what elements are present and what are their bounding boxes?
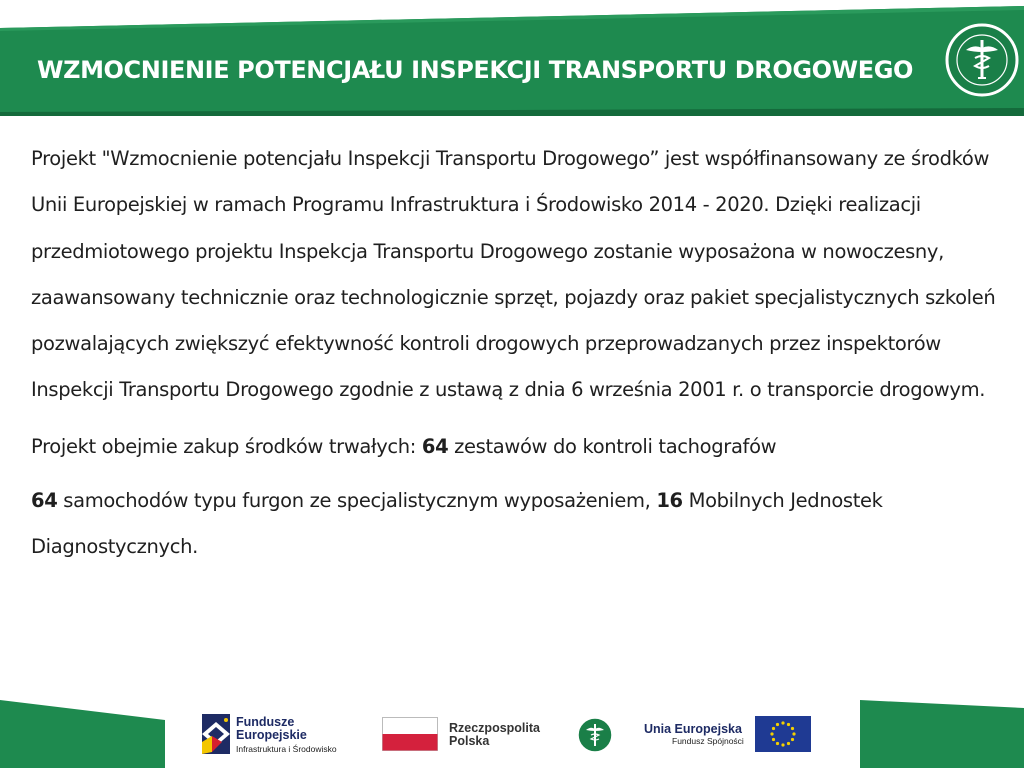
rp-line1: Rzeczpospolita — [449, 721, 540, 735]
tachograph-count: 64 — [421, 434, 449, 458]
van-count: 64 — [31, 488, 58, 512]
itd-emblem-small-icon — [576, 716, 614, 754]
ue-line2: Fundusz Spójności — [672, 736, 744, 746]
unia-europejska-label — [644, 722, 744, 746]
content-body — [31, 136, 996, 570]
van-text: samochodów typu furgon ze specjalistycznym wyposażeniem, — [57, 488, 657, 512]
intro-paragraph: Projekt "Wzmocnienie potencjału Inspekcji Transportu Drogowego” jest współfinansowany ze środków Unii Europejskiej w ramach Programu Infrastruktura i Środowisko 2014 - 2020. Dzięki realizacji przedmiotowego projektu Inspekcja Transportu Drogowego zostanie wyposażona w nowoczesny, zaawansowany technicznie oraz technologicznie sprzęt, pojazdy oraz pakiet specjalistycznych szkoleń pozwalających zwiększyć efektywność kontroli drogowych przeprowadzanych przez inspektorów Inspekcji Transportu Drogowego zgodnie z ustawą z dnia 6 września 2001 r. o transporcie drogowym. — [31, 147, 996, 402]
eu-flag-icon — [755, 716, 811, 752]
purchase-paragraph — [31, 424, 996, 470]
rp-line2: Polska — [449, 734, 490, 748]
fundusze-europejskie-logo-icon — [198, 712, 234, 756]
vehicles-paragraph — [31, 478, 996, 570]
purchase-intro: Projekt obejmie zakup środków trwałych: — [31, 434, 422, 458]
mobile-units-text: Mobilnych Jednostek Diagnostycznych. — [31, 488, 883, 558]
fe-line2: Europejskie — [236, 728, 307, 742]
itd-emblem-icon — [944, 22, 1020, 98]
ue-line1: Unia Europejska — [644, 722, 742, 736]
fe-line1: Fundusze — [236, 715, 295, 729]
mobile-units-count: 16 — [656, 488, 683, 512]
fe-line3: Infrastruktura i Środowisko — [236, 744, 337, 754]
rzeczpospolita-polska-label — [449, 722, 540, 748]
page-title: WZMOCNIENIE POTENCJAŁU INSPEKCJI TRANSPORTU DROGOWEGO — [37, 56, 914, 84]
tachograph-text: zestawów do kontroli tachografów — [448, 434, 777, 458]
polish-flag-icon — [382, 717, 438, 751]
fundusze-europejskie-label — [236, 716, 337, 754]
